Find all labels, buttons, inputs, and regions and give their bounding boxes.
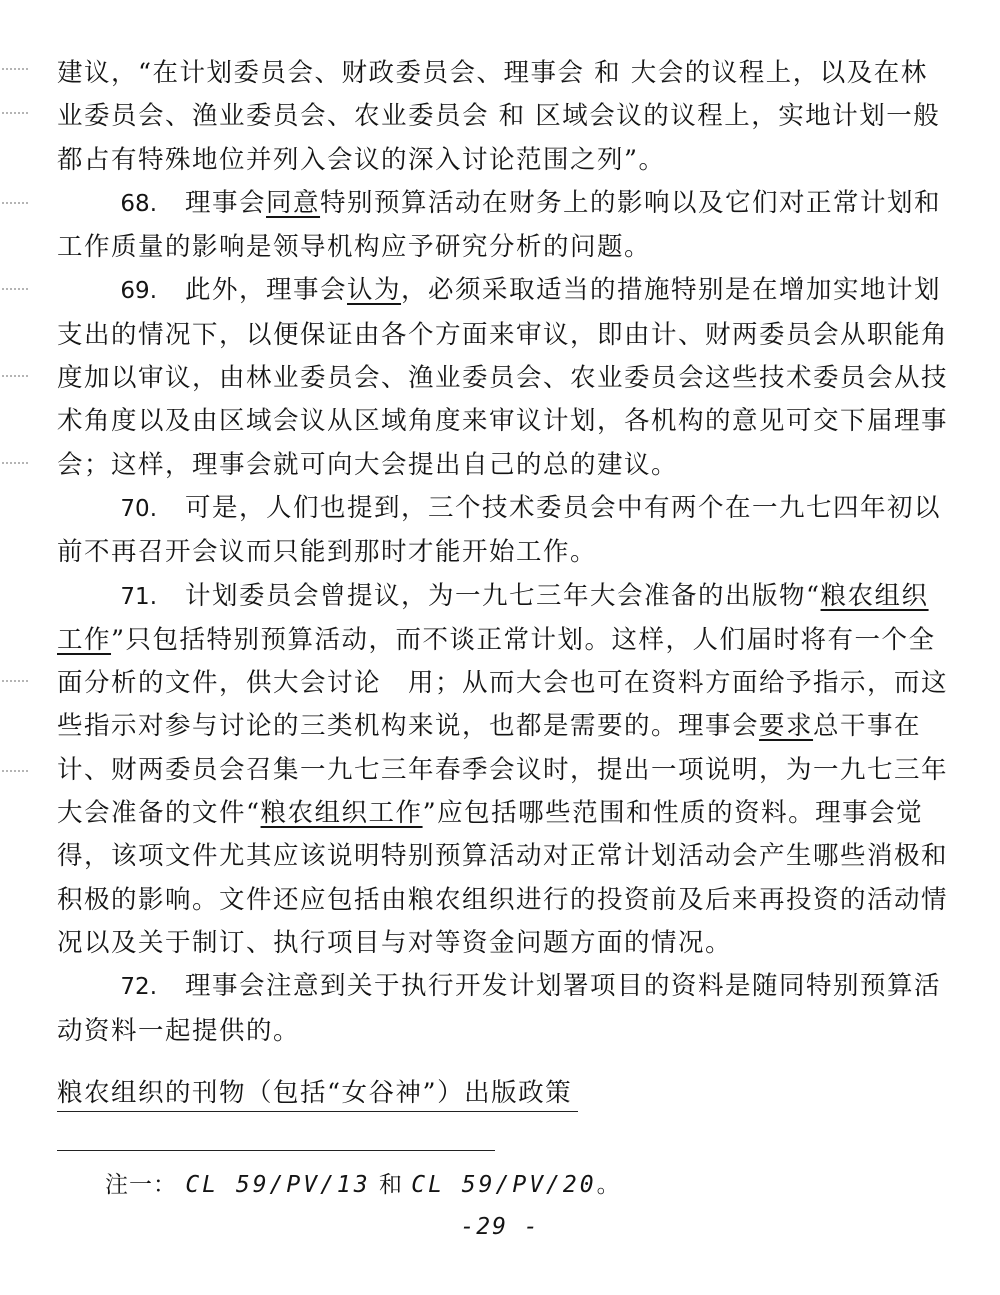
paragraph-text: 理事会注意到关于执行开发计划署项目的资料是随同特别预算活动资料一起提供的。 — [57, 971, 942, 1046]
scan-mark — [2, 462, 28, 472]
paragraph-71 — [57, 575, 952, 966]
underlined-title: 粮农组织工作 — [57, 580, 929, 655]
paragraph-70 — [57, 487, 952, 575]
footnote-reference: CL 59/PV/13 — [185, 1172, 371, 1198]
paragraph-text: ”只包括特别预算活动，而不谈正常计划。这样，人们届时将有一个全面分析的文件，供大会讨论 用；从而大会也可在资料方面给予指示，而这些指示对参与讨论的三类机构来说，也都是需要的。理事会 — [57, 624, 949, 742]
paragraph-text: ”应包括哪些范围和性质的资料。理事会觉得，该项文件尤其应该说明特别预算活动对正常计划活动会产生哪些消极和积极的影响。文件还应包括由粮农组织进行的投资前及后来再投资的活动情况以及关于制订、执行项目与对等资金问题方面的情况。 — [57, 798, 949, 958]
underlined-verb: 同意 — [266, 187, 321, 218]
footnote-end: 。 — [596, 1172, 621, 1198]
paragraph-continuation — [57, 52, 952, 182]
paragraph-number: 72. — [120, 974, 157, 1001]
paragraph-69 — [57, 269, 952, 486]
footnote — [105, 1166, 621, 1199]
paragraph-text: 计划委员会曾提议，为一九七三年大会准备的出版物“ — [185, 580, 821, 611]
paragraph-number: 71. — [120, 583, 157, 610]
scan-mark — [2, 288, 28, 298]
scan-mark — [2, 770, 28, 780]
section-heading: 粮农组织的刊物（包括“女谷神”）出版政策 — [57, 1073, 578, 1112]
body-text — [57, 52, 952, 1053]
footnote-label: 注一： — [105, 1172, 177, 1198]
paragraph-text: 建议，“在计划委员会、财政委员会、理事会 和 大会的议程上，以及在林业委员会、渔业委员会、农业委员会 和 区域会议的议程上，实地计划一般都占有特殊地位并列入会议的深入讨论范围之列”。 — [57, 58, 941, 175]
footnote-conjunction: 和 — [378, 1172, 403, 1198]
paragraph-text: 此外，理事会 — [185, 275, 348, 306]
scan-mark — [2, 202, 28, 212]
footnote-separator — [57, 1150, 495, 1151]
paragraph-text: 特别预算活动在财务上的影响以及它们对正常计划和工作质量的影响是领导机构应予研究分析的问题。 — [57, 187, 942, 263]
paragraph-text: 理事会 — [185, 187, 267, 218]
underlined-title: 粮农组织工作 — [260, 798, 423, 829]
paragraph-text: 可是，人们也提到，三个技术委员会中有两个在一九七四年初以前不再召开会议而只能到那时才能开始工作。 — [57, 492, 942, 568]
paragraph-text: ，必须采取适当的措施特别是在增加实地计划支出的情况下，以便保证由各个方面来审议，即由计、财两委员会从职能角度加以审议，由林业委员会、渔业委员会、农业委员会这些技术委员会从技术角度以及由区域会议从区域角度来审议计划，各机构的意见可交下届理事会；这样，理事会就可向大会提出自己的总的建议。 — [57, 275, 949, 480]
scan-mark — [2, 68, 28, 78]
paragraph-68 — [57, 182, 952, 270]
underlined-verb: 认为 — [347, 275, 402, 306]
margin-scan-marks — [0, 50, 40, 850]
paragraph-text: 总干事在计、财两委员会召集一九七三年春季会议时，提出一项说明，为一九七三年大会准备的文件“ — [57, 711, 949, 829]
paragraph-number: 68. — [120, 190, 157, 217]
page-number: -29 - — [460, 1214, 540, 1240]
footnote-reference: CL 59/PV/20 — [411, 1172, 597, 1198]
scan-mark — [2, 680, 28, 690]
paragraph-number: 70. — [120, 495, 157, 522]
scan-mark — [2, 375, 28, 385]
scan-mark — [2, 112, 28, 122]
paragraph-72 — [57, 965, 952, 1053]
underlined-verb: 要求 — [759, 711, 814, 742]
paragraph-number: 69. — [120, 278, 157, 305]
